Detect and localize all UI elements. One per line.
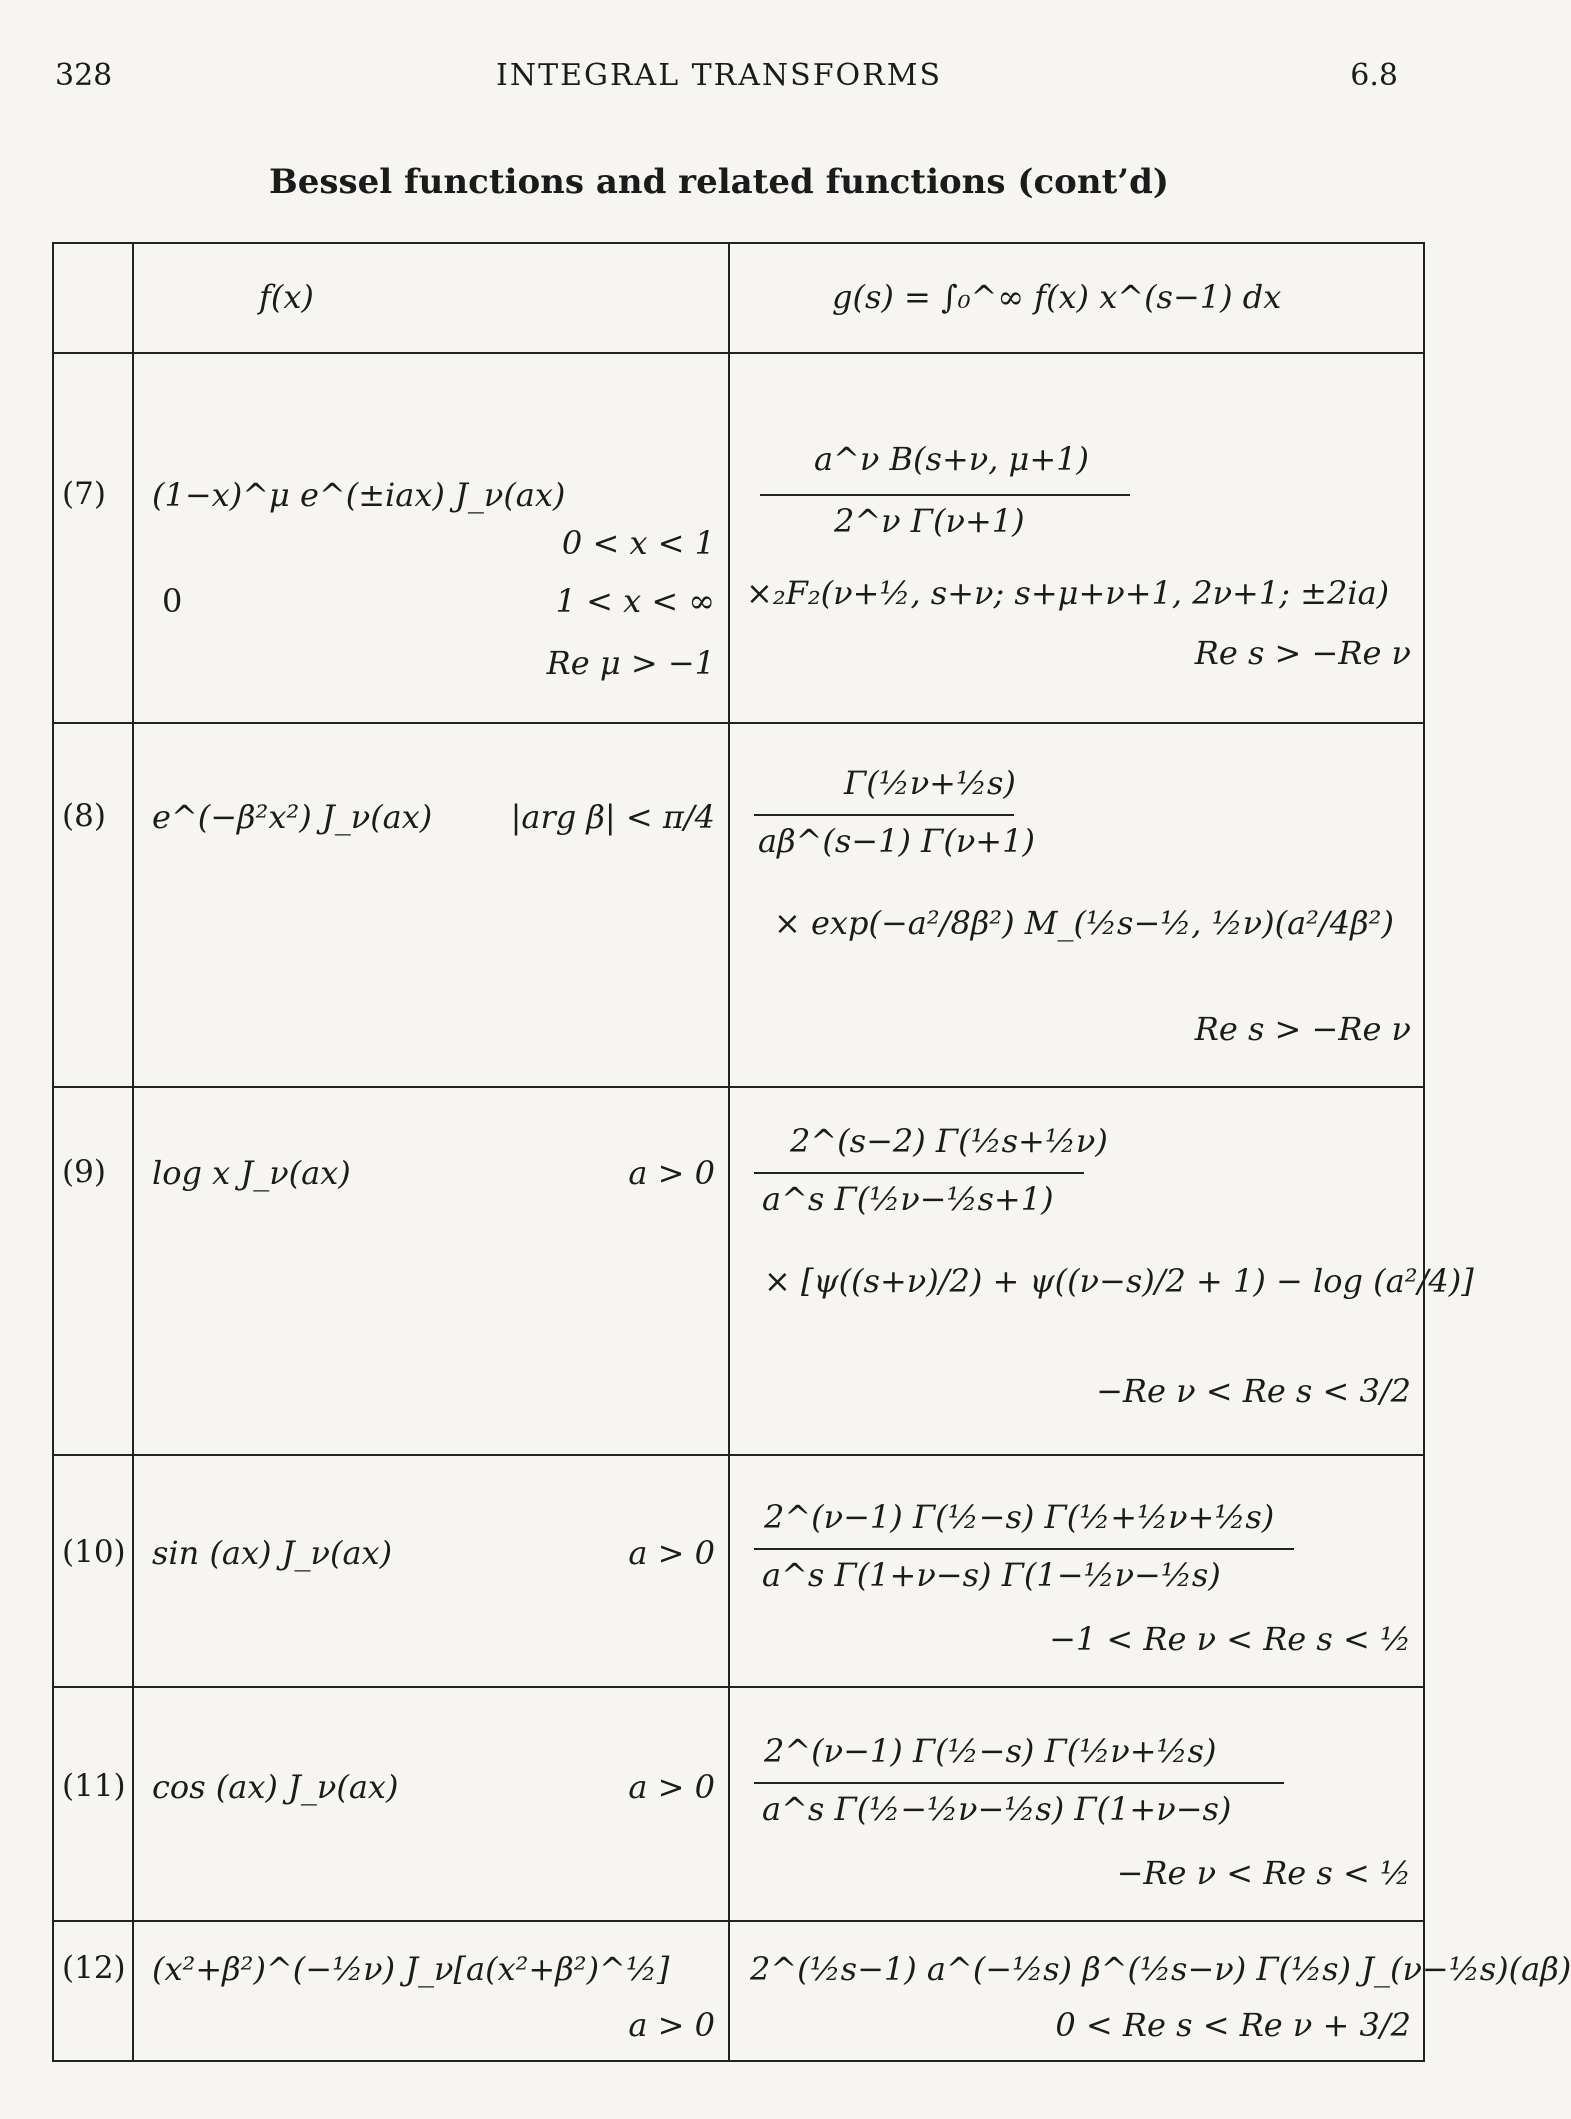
g-condition: −Re ν < Re s < 3/2 xyxy=(1096,1372,1411,1410)
f-condition: a > 0 xyxy=(628,1154,715,1192)
f-condition: a > 0 xyxy=(628,2006,715,2044)
page-number: 328 xyxy=(55,58,113,93)
f-condition: a > 0 xyxy=(628,1768,715,1806)
g-condition: Re s > −Re ν xyxy=(1194,634,1411,672)
g-denominator: a^s Γ(½ν−½s+1) xyxy=(762,1180,1054,1218)
g-numerator: Γ(½ν+½s) xyxy=(844,764,1016,802)
f-column-header: f(x) xyxy=(259,278,314,316)
transform-table xyxy=(52,242,1571,2062)
column-divider-1 xyxy=(132,244,134,2060)
f-expression: e^(−β²x²) J_ν(ax) xyxy=(152,798,433,836)
g-extra: ×₂F₂(ν+½, s+ν; s+μ+ν+1, 2ν+1; ±2ia) xyxy=(746,574,1390,612)
row-number: (7) xyxy=(62,476,106,512)
table-caption: Bessel functions and related functions (cont’d) xyxy=(269,162,1169,202)
g-extra: × [ψ((s+ν)/2) + ψ((ν−s)/2 + 1) − log (a²/4)] xyxy=(764,1262,1474,1300)
fraction-bar xyxy=(754,1782,1284,1784)
row-number: (12) xyxy=(62,1950,126,1986)
row-rule xyxy=(54,1920,1423,1922)
g-numerator: a^ν B(s+ν, μ+1) xyxy=(814,440,1089,478)
f-expression: (x²+β²)^(−½ν) J_ν[a(x²+β²)^½] xyxy=(152,1950,670,1988)
running-title: INTEGRAL TRANSFORMS xyxy=(495,58,943,93)
g-condition: 0 < Re s < Re ν + 3/2 xyxy=(1055,2006,1411,2044)
g-denominator: aβ^(s−1) Γ(ν+1) xyxy=(758,822,1035,860)
g-condition: −Re ν < Re s < ½ xyxy=(1116,1854,1411,1892)
g-denominator: a^s Γ(½−½ν−½s) Γ(1+ν−s) xyxy=(762,1790,1232,1828)
f-expression: cos (ax) J_ν(ax) xyxy=(152,1768,399,1806)
row-rule xyxy=(54,1086,1423,1088)
g-condition: Re s > −Re ν xyxy=(1194,1010,1411,1048)
row-number: (10) xyxy=(62,1534,126,1570)
g-numerator: 2^(ν−1) Γ(½−s) Γ(½+½ν+½s) xyxy=(764,1498,1275,1536)
row-rule xyxy=(54,1686,1423,1688)
f-expression: sin (ax) J_ν(ax) xyxy=(152,1534,393,1572)
fraction-bar xyxy=(760,494,1130,496)
section-number: 6.8 xyxy=(1350,58,1398,93)
row-number: (9) xyxy=(62,1154,106,1190)
g-denominator: a^s Γ(1+ν−s) Γ(1−½ν−½s) xyxy=(762,1556,1221,1594)
g-denominator: 2^ν Γ(ν+1) xyxy=(834,502,1025,540)
f-condition: |arg β| < π/4 xyxy=(510,798,715,836)
fraction-bar xyxy=(754,814,1014,816)
f-condition: a > 0 xyxy=(628,1534,715,1572)
row-number: (8) xyxy=(62,798,106,834)
fraction-bar xyxy=(754,1548,1294,1550)
g-column-header: g(s) = ∫₀^∞ f(x) x^(s−1) dx xyxy=(832,278,1282,316)
f-expression: log x J_ν(ax) xyxy=(152,1154,351,1192)
g-numerator: 2^(ν−1) Γ(½−s) Γ(½ν+½s) xyxy=(764,1732,1217,1770)
f-condition: 1 < x < ∞ xyxy=(555,582,715,620)
g-condition: −1 < Re ν < Re s < ½ xyxy=(1049,1620,1411,1658)
fraction-bar xyxy=(754,1172,1084,1174)
f-expression: (1−x)^μ e^(±iax) J_ν(ax) xyxy=(152,476,566,514)
f-condition: 0 < x < 1 xyxy=(561,524,715,562)
row-number: (11) xyxy=(62,1768,126,1804)
f-zero-value: 0 xyxy=(162,582,183,620)
g-numerator: 2^(s−2) Γ(½s+½ν) xyxy=(790,1122,1108,1160)
g-extra: × exp(−a²/8β²) M_(½s−½, ½ν)(a²/4β²) xyxy=(774,904,1394,942)
header-rule xyxy=(54,352,1423,354)
f-condition: Re μ > −1 xyxy=(546,644,715,682)
row-rule xyxy=(54,722,1423,724)
row-rule xyxy=(54,1454,1423,1456)
g-expression: 2^(½s−1) a^(−½s) β^(½s−ν) Γ(½s) J_(ν−½s)(aβ) xyxy=(750,1950,1571,1988)
column-divider-2 xyxy=(728,244,730,2060)
